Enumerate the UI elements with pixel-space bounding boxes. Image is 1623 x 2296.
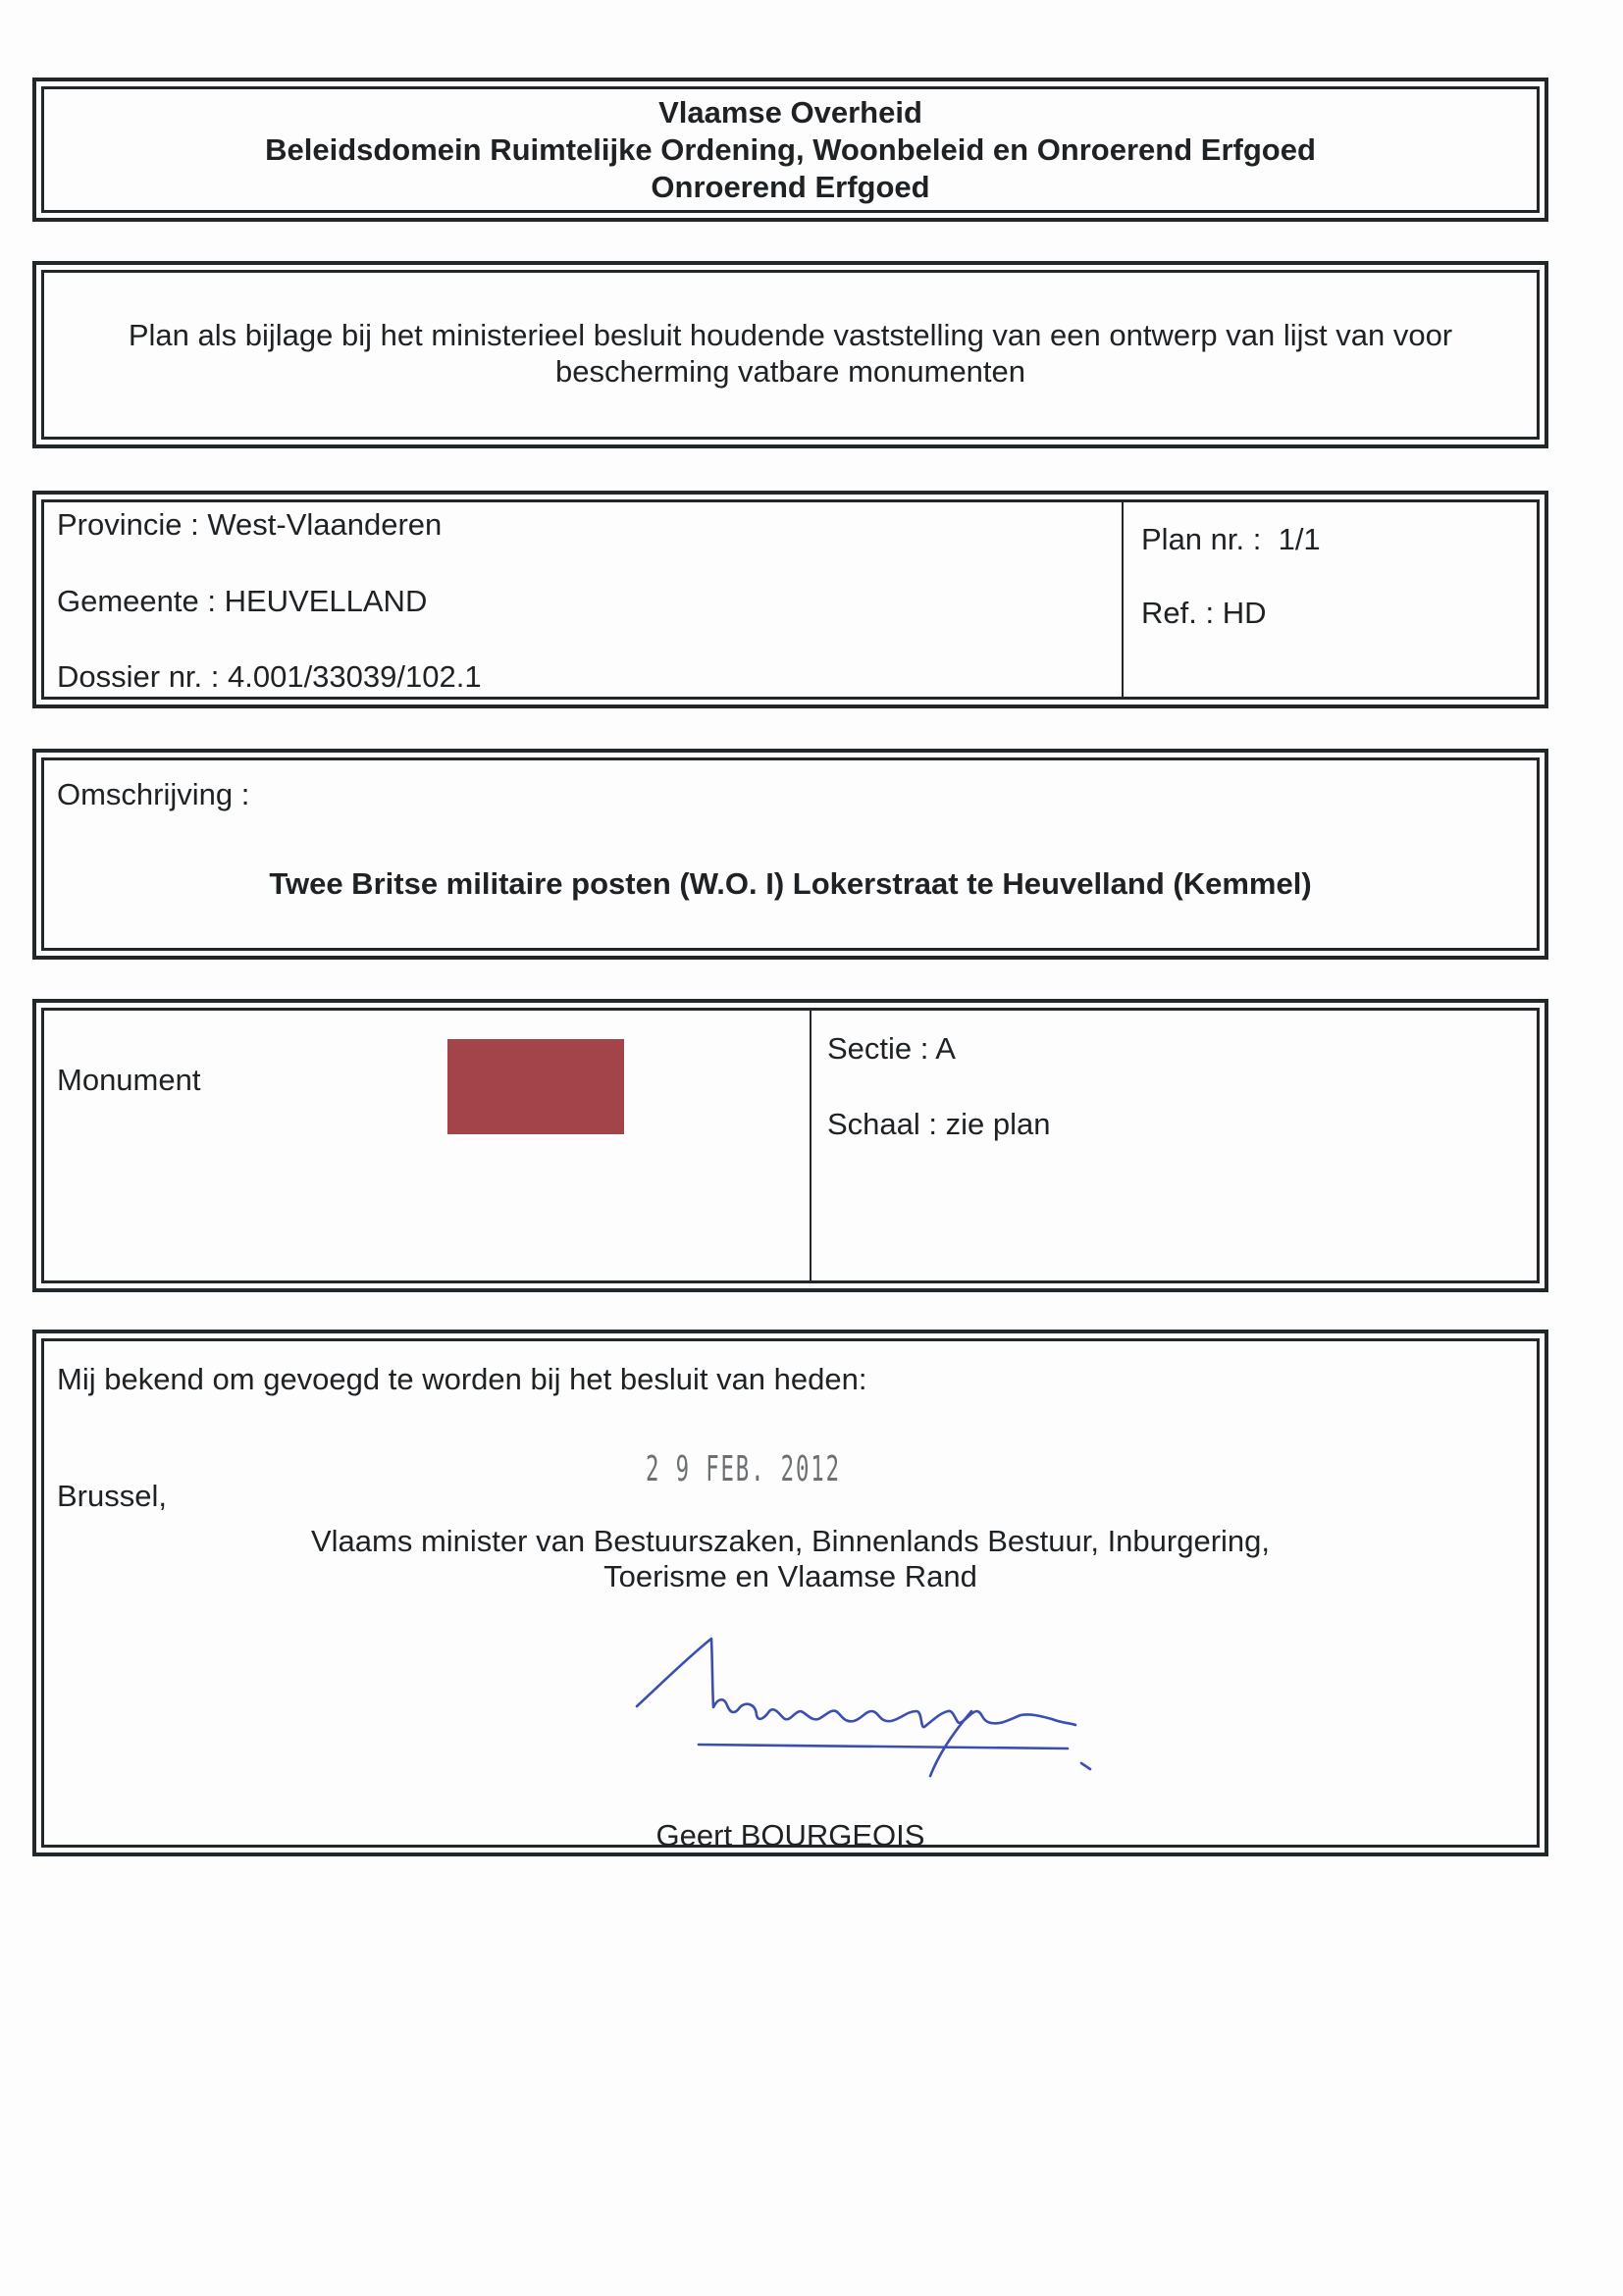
info-divider xyxy=(1122,502,1124,697)
description-label: Omschrijving : xyxy=(57,777,250,811)
header-box xyxy=(32,78,1548,222)
header-line-2: Beleidsdomein Ruimtelijke Ordening, Woonbeleid en Onroerend Erfgoed xyxy=(265,132,1316,167)
dossier-field: Dossier nr. : 4.001/33039/102.1 xyxy=(57,659,482,694)
provincie-field: Provincie : West-Vlaanderen xyxy=(57,507,443,542)
legend-inner-border xyxy=(41,1008,1540,1283)
plan-nr-field: Plan nr. : 1/1 xyxy=(1141,522,1321,556)
gemeente-field: Gemeente : HEUVELLAND xyxy=(57,584,428,618)
minister-title-line-2: Toerisme en Vlaamse Rand xyxy=(603,1559,977,1593)
subject-line-1: Plan als bijlage bij het ministerieel besluit houdende vaststelling van een ontwerp van lijst van voor xyxy=(128,318,1453,352)
legend-box xyxy=(32,999,1548,1292)
monument-label: Monument xyxy=(57,1063,201,1097)
signature xyxy=(608,1629,1119,1796)
description-inner-border xyxy=(41,757,1540,951)
sectie-field: Sectie : A xyxy=(827,1031,956,1066)
ref-field: Ref. : HD xyxy=(1141,596,1267,630)
signature-underline xyxy=(699,1745,1068,1748)
signatory-name: Geert BOURGEOIS xyxy=(655,1818,925,1852)
description-box xyxy=(32,749,1548,960)
signature-dot xyxy=(1081,1763,1090,1769)
subject-line-2: bescherming vatbare monumenten xyxy=(554,354,1026,389)
monument-color-swatch xyxy=(447,1039,624,1134)
signature-stroke xyxy=(637,1639,1075,1727)
schaal-field: Schaal : zie plan xyxy=(827,1107,1051,1141)
info-box xyxy=(32,491,1548,708)
approval-statement: Mij bekend om gevoegd te worden bij het besluit van heden: xyxy=(57,1362,867,1396)
date-stamp: 2 9 FEB. 2012 xyxy=(646,1449,841,1489)
header-line-3: Onroerend Erfgoed xyxy=(651,170,930,204)
legend-divider xyxy=(810,1011,812,1280)
approval-place: Brussel, xyxy=(57,1479,167,1513)
header-line-1: Vlaamse Overheid xyxy=(658,95,922,130)
description-text: Twee Britse militaire posten (W.O. I) Lokerstraat te Heuvelland (Kemmel) xyxy=(269,866,1312,901)
minister-title-line-1: Vlaams minister van Bestuurszaken, Binnenlands Bestuur, Inburgering, xyxy=(310,1524,1271,1558)
subject-box xyxy=(32,261,1548,448)
